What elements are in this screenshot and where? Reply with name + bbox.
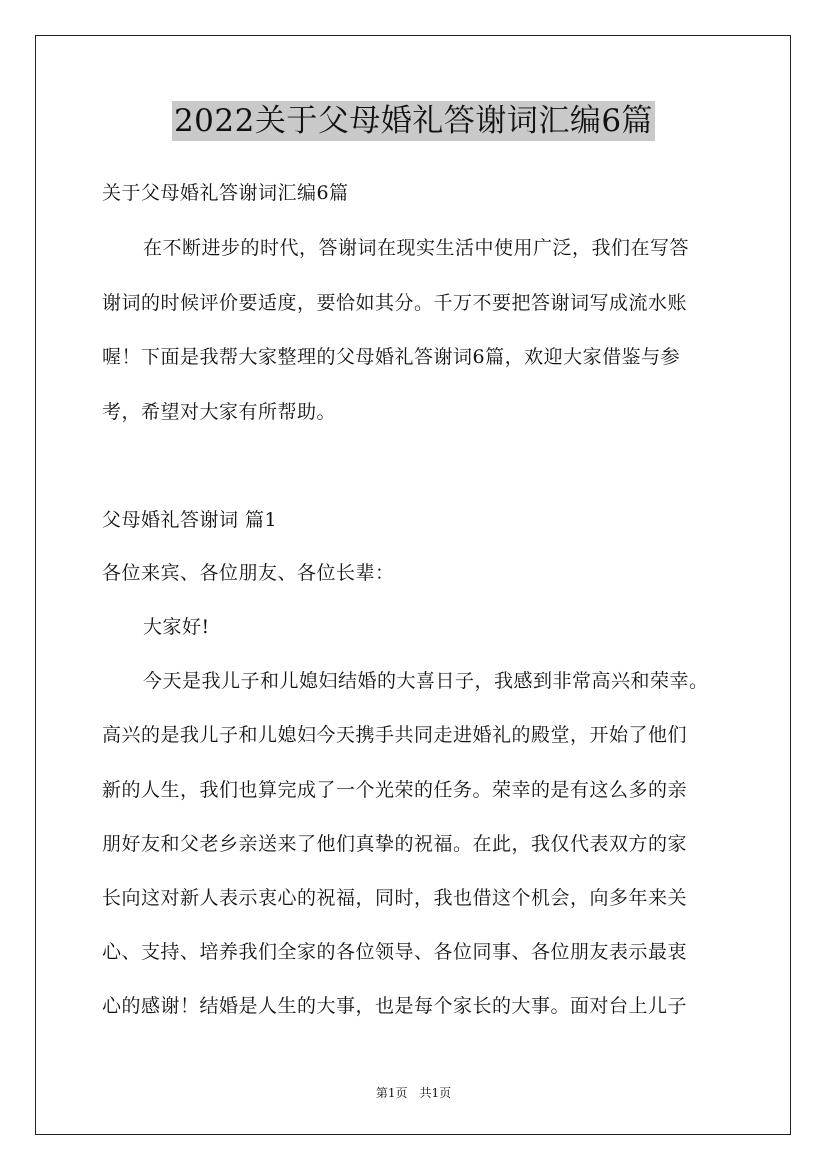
section-heading: 父母婚礼答谢词 篇1 [102, 509, 278, 531]
document-title: 2022关于父母婚礼答谢词汇编6篇 [173, 103, 654, 139]
intro-line-1: 在不断进步的时代，答谢词在现实生活中使用广泛，我们在写答 [143, 237, 690, 259]
intro-line-4: 考，希望对大家有所帮助。 [102, 401, 337, 423]
greeting: 大家好! [143, 616, 210, 638]
intro-line-2: 谢词的时候评价要适度，要恰如其分。千万不要把答谢词写成流水账 [102, 292, 688, 314]
body-line-7: 心的感谢！结婚是人生的大事，也是每个家长的大事。面对台上儿子 [102, 995, 688, 1017]
body-line-5: 长向这对新人表示衷心的祝福，同时，我也借这个机会，向多年来关 [102, 887, 688, 909]
body-line-6: 心、支持、培养我们全家的各位领导、各位同事、各位朋友表示最衷 [102, 941, 688, 963]
title-container [0, 101, 827, 141]
page-indicator: 第1页 共1页 [375, 1086, 452, 1100]
subtitle: 关于父母婚礼答谢词汇编6篇 [102, 182, 349, 204]
salutation: 各位来宾、各位朋友、各位长辈： [102, 562, 395, 584]
body-line-2: 高兴的是我儿子和儿媳妇今天携手共同走进婚礼的殿堂，开始了他们 [102, 724, 688, 746]
body-line-4: 朋好友和父老乡亲送来了他们真挚的祝福。在此，我仅代表双方的家 [102, 833, 688, 855]
body-line-3: 新的人生，我们也算完成了一个光荣的任务。荣幸的是有这么多的亲 [102, 779, 688, 801]
body-line-1: 今天是我儿子和儿媳妇结婚的大喜日子，我感到非常高兴和荣幸。 [143, 670, 709, 692]
intro-line-3: 喔！下面是我帮大家整理的父母婚礼答谢词6篇，欢迎大家借鉴与参 [102, 346, 681, 368]
